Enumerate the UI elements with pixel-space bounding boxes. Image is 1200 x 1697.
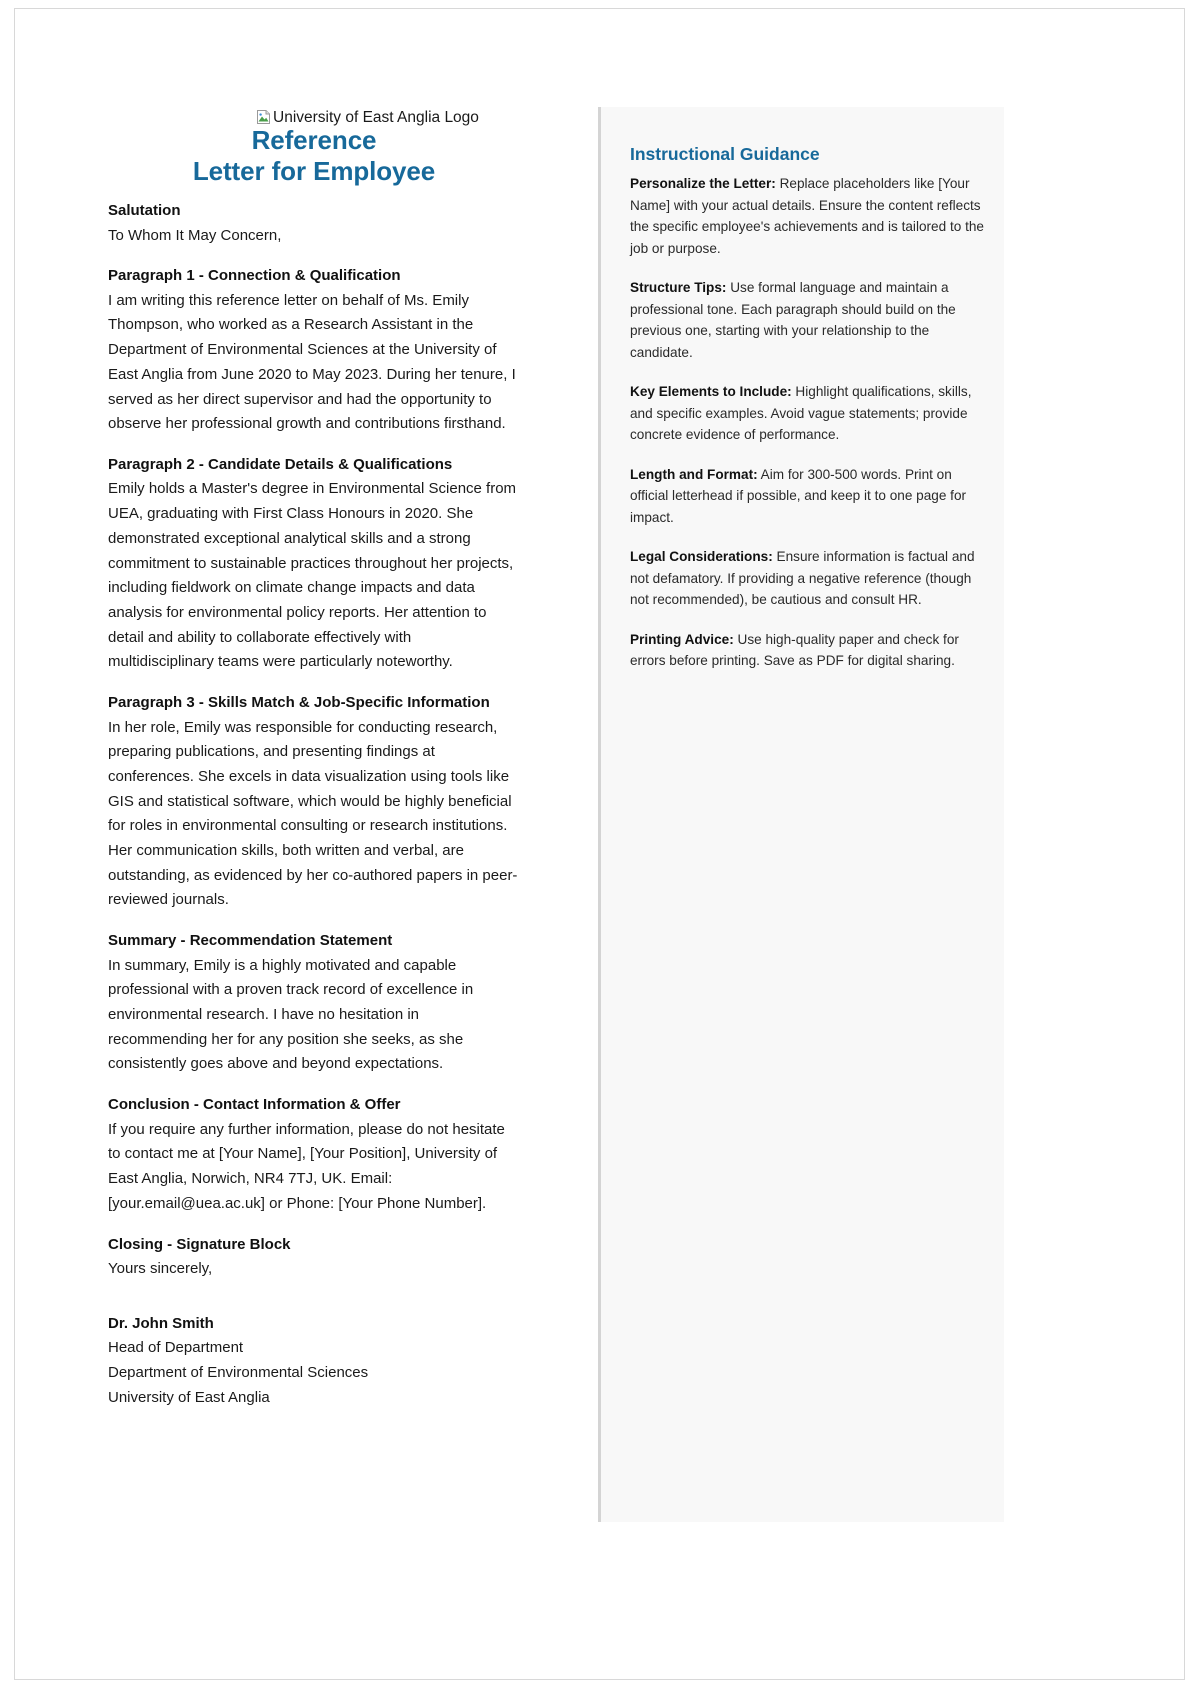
section-heading: Closing - Signature Block: [108, 1235, 291, 1253]
letter-section-paragraph-2: [108, 453, 520, 675]
guidance-tip-label: Personalize the Letter:: [630, 176, 776, 191]
letter-section-summary: [108, 929, 520, 1077]
section-heading: Paragraph 1 - Connection & Qualification: [108, 267, 401, 285]
section-heading: Conclusion - Contact Information & Offer: [108, 1096, 401, 1114]
section-body: Emily holds a Master's degree in Environmental Science from UEA, graduating with First Class Honours in 2020. She demonstrated exceptional analytical skills and a strong commitment to sustainable practices throughout her projects, including fieldwork on climate change impacts and data analysis for environmental policy reports. Her attention to detail and ability to collaborate effectively with multidisciplinary teams were particularly noteworthy.: [108, 480, 517, 671]
guidance-tip-text: Highlight qualifications, skills, and specific examples. Avoid vague statements; provide concrete evidence of performance.: [630, 384, 972, 442]
logo-placeholder: [256, 109, 479, 127]
signature-institution: University of East Anglia: [108, 1388, 270, 1406]
guidance-tip-label: Printing Advice:: [630, 631, 734, 647]
title-line-1: Reference: [251, 125, 377, 155]
guidance-tip-label: Structure Tips:: [630, 280, 727, 295]
guidance-tip-legal: [630, 546, 986, 611]
guidance-tip-label: Key Elements to Include:: [630, 384, 792, 399]
title-line-2: Letter for Employee: [192, 156, 436, 186]
section-body: Yours sincerely,: [108, 1260, 213, 1277]
guidance-tip-printing: [630, 629, 986, 672]
guidance-tip-length-format: [630, 464, 986, 529]
guidance-tip-text: Use formal language and maintain a professional tone. Each paragraph should build on the previous one, starting with your relationship to the candidate.: [630, 280, 956, 360]
guidance-tip-text: Use high-quality paper and check for errors before printing. Save as PDF for digital sharing.: [630, 631, 959, 668]
section-body: If you require any further information, please do not hesitate to contact me at [Your Name], [Your Position], University of East Anglia, Norwich, NR4 7TJ, UK. Email: [your.email@uea.ac.uk] or Phone: [Your Phone Number].: [108, 1120, 505, 1212]
guidance-tip-text: Ensure information is factual and not defamatory. If providing a negative reference (though not recommended), be cautious and consult HR.: [630, 549, 975, 607]
letter-section-salutation: [108, 199, 520, 248]
guidance-tip-personalize: [630, 173, 986, 259]
guidance-title: Instructional Guidance: [630, 144, 820, 164]
section-body: In her role, Emily was responsible for conducting research, preparing publications, and presenting findings at conferences. She excels in data visualization using tools like GIS and statistical software, which would be highly beneficial for roles in environmental consulting or research institutions. Her communication skills, both written and verbal, are outstanding, as evidenced by her co-authored papers in peer-reviewed journals.: [108, 718, 518, 909]
section-heading: Paragraph 2 - Candidate Details & Qualifications: [108, 455, 453, 473]
letter-column: [108, 107, 520, 1411]
letter-section-closing: [108, 1233, 520, 1282]
signature-block: [108, 1312, 520, 1411]
section-body: To Whom It May Concern,: [108, 226, 282, 244]
section-body: I am writing this reference letter on behalf of Ms. Emily Thompson, who worked as a Research Assistant in the Department of Environmental Sciences at the University of East Anglia from June 2020 to May 2023. During her tenure, I served as her direct supervisor and had the opportunity to observe her professional growth and contributions firsthand.: [108, 291, 516, 433]
guidance-tip-structure: [630, 277, 986, 363]
section-heading: Summary - Recommendation Statement: [108, 932, 393, 950]
letter-section-conclusion: [108, 1093, 520, 1216]
logo-alt-text: University of East Anglia Logo: [273, 109, 479, 126]
guidance-tip-text: Aim for 300-500 words. Print on official letterhead if possible, and keep it to one page for impact.: [630, 466, 967, 525]
guidance-tip-key-elements: [630, 381, 986, 446]
letterhead: [108, 107, 520, 193]
section-heading: Salutation: [108, 202, 181, 219]
signature-department: Department of Environmental Sciences: [108, 1364, 369, 1382]
broken-image-icon: [256, 109, 272, 125]
letter-section-paragraph-1: [108, 264, 520, 437]
instructional-guidance-panel: [598, 107, 1004, 1522]
guidance-tip-text: Replace placeholders like [Your Name] with your actual details. Ensure the content reflects the specific employee's achievements and is tailored to the job or purpose.: [630, 176, 984, 256]
page-columns: [15, 9, 1184, 1679]
section-heading: Paragraph 3 - Skills Match & Job-Specific Information: [108, 694, 490, 712]
signature-role: Head of Department: [108, 1339, 244, 1357]
guidance-tip-label: Length and Format:: [630, 466, 758, 482]
document-page: [14, 8, 1185, 1680]
section-body: In summary, Emily is a highly motivated and capable professional with a proven track record of excellence in environmental research. I have no hesitation in recommending her for any position she seeks, as she consistently goes above and beyond expectations.: [108, 956, 474, 1073]
signature-name: Dr. John Smith: [108, 1314, 214, 1332]
letter-section-paragraph-3: [108, 691, 520, 913]
guidance-tip-label: Legal Considerations:: [630, 549, 773, 564]
